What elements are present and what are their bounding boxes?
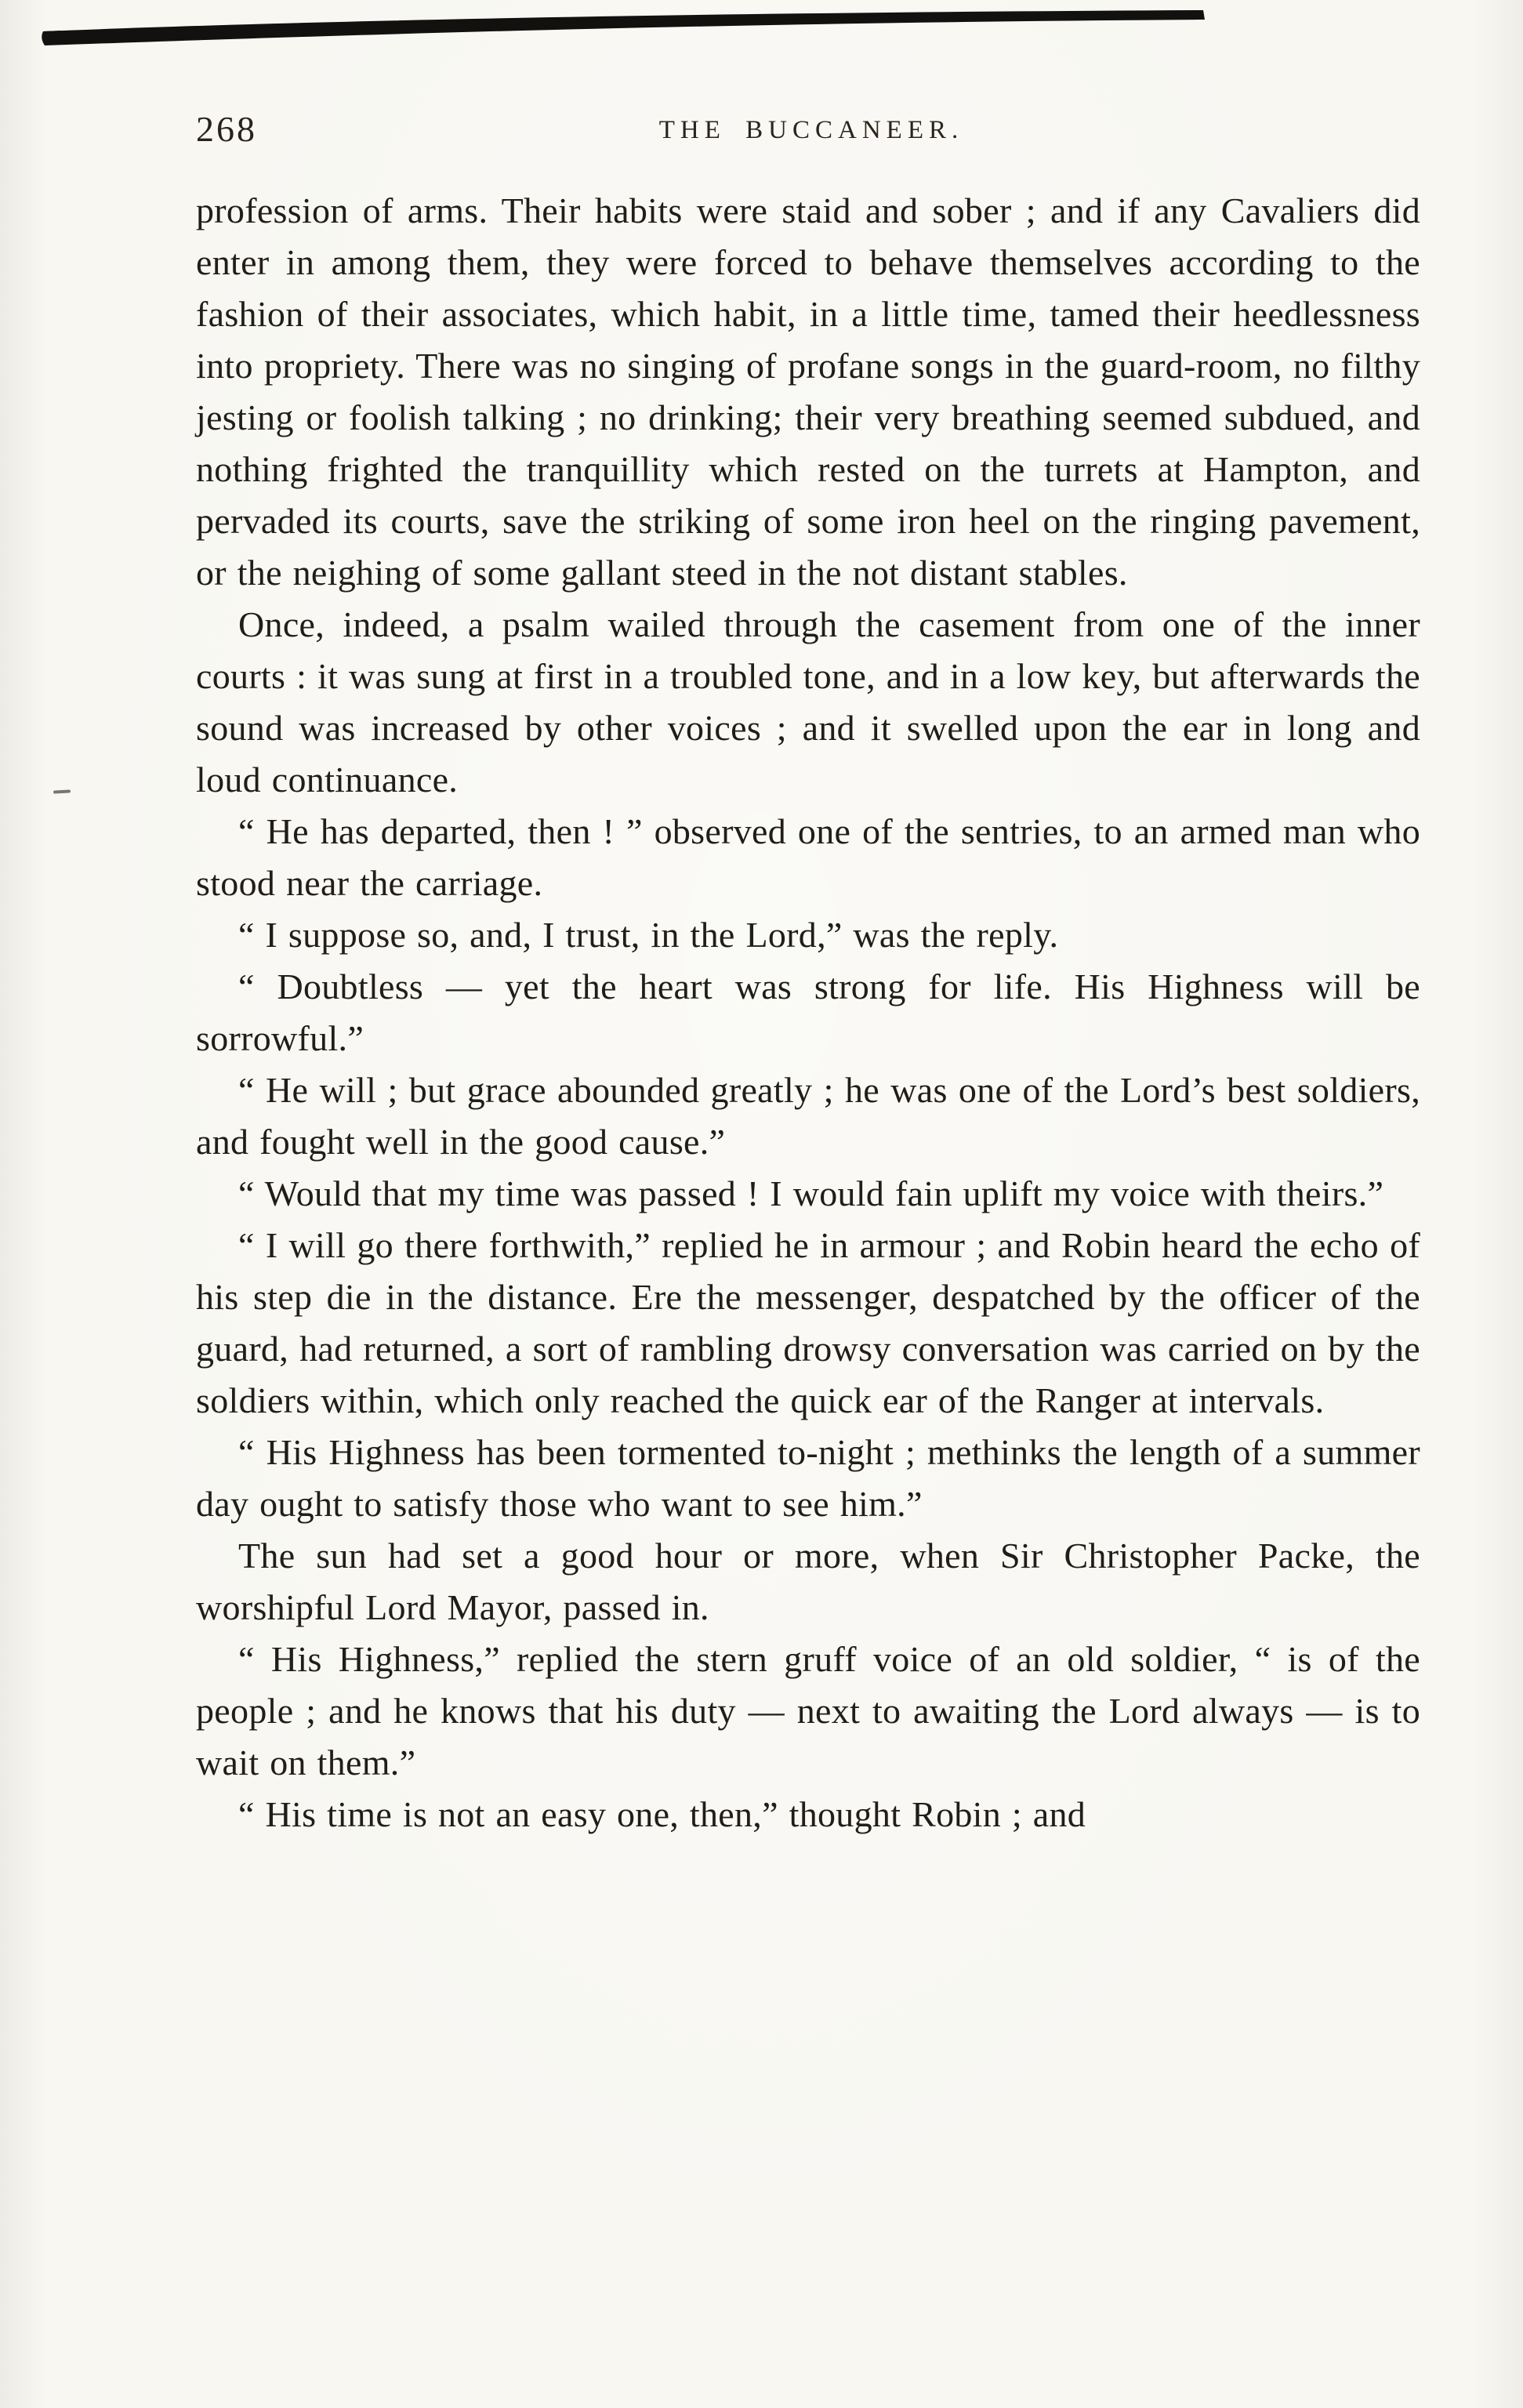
paragraph: profession of arms. Their habits were staid and sober ; and if any Cavaliers did enter in among them, they were forced to behave themselves according to the fashion of their associates, which habit, in a little time, tamed their heedlessness into propriety. There was no singing of profane songs in the guard-room, no filthy jesting or foolish talking ; no drinking; their very breathing seemed subdued, and nothing frighted the tranquillity which rested on the turrets at Hampton, and pervaded its courts, save the striking of some iron heel on the ringing pavement, or the neighing of some gallant steed in the not distant stables. <box>196 190 1420 593</box>
page-header <box>0 108 1523 163</box>
running-title: THE BUCCANEER. <box>658 116 964 144</box>
paragraph: “ His time is not an easy one, then,” thought Robin ; and <box>238 1794 1086 1834</box>
paragraph: The sun had set a good hour or more, when Sir Christopher Packe, the worshipful Lord Mayor, passed in. <box>196 1536 1420 1627</box>
paragraph: “ I will go there forthwith,” replied he in armour ; and Robin heard the echo of his step die in the distance. Ere the messenger, despatched by the officer of the guard, had returned, a sort of rambling drowsy conversation was carried on by the soldiers within, which only reached the quick ear of the Ranger at intervals. <box>196 1225 1420 1420</box>
paragraph: “ His Highness has been tormented to-night ; methinks the length of a summer day ought to satisfy those who want to see him.” <box>196 1432 1420 1524</box>
paragraph: “ He has departed, then ! ” observed one of the sentries, to an armed man who stood near the carriage. <box>196 811 1420 903</box>
paragraph: “ I suppose so, and, I trust, in the Lord,” was the reply. <box>238 915 1059 955</box>
scan-edge-line <box>0 0 1523 71</box>
paragraph: “ Would that my time was passed ! I would fain uplift my voice with theirs.” <box>238 1173 1384 1213</box>
paragraph: “ He will ; but grace abounded greatly ; he was one of the Lord’s best soldiers, and fought well in the good cause.” <box>196 1070 1420 1162</box>
page-body <box>196 185 1420 1840</box>
scan-artifact-dash <box>53 789 71 793</box>
paragraph: Once, indeed, a psalm wailed through the casement from one of the inner courts : it was sung at first in a troubled tone, and in a low key, but afterwards the sound was increased by other voices ; and it swelled upon the ear in long and loud continuance. <box>196 604 1420 800</box>
paragraph: “ His Highness,” replied the stern gruff voice of an old soldier, “ is of the people ; and he knows that his duty — next to awaiting the Lord always — is to wait on them.” <box>196 1639 1420 1782</box>
paragraph: “ Doubtless — yet the heart was strong for life. His Highness will be sorrowful.” <box>196 966 1420 1058</box>
page-number: 268 <box>196 109 257 149</box>
